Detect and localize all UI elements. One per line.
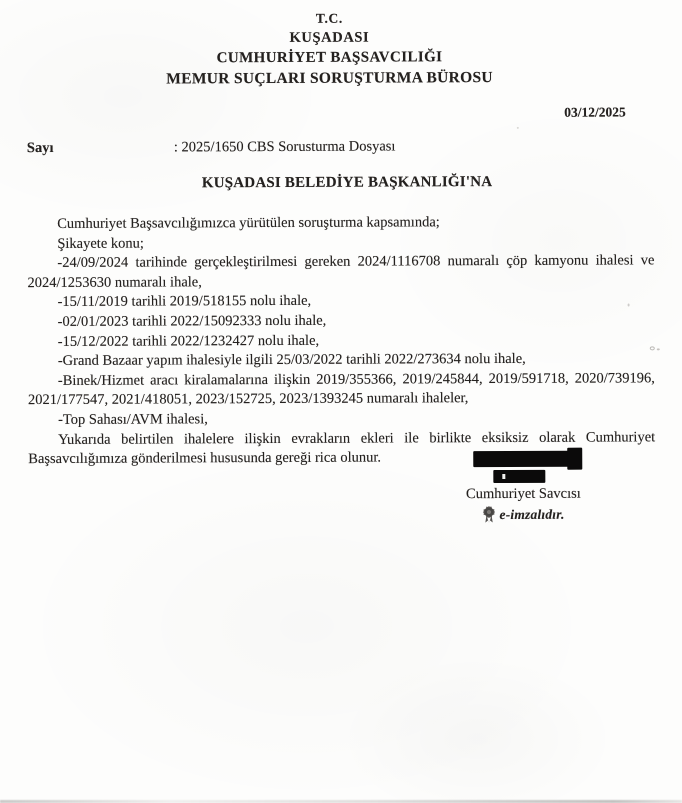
body-paragraph: -Top Sahası/AVM ihalesi, [58,411,208,428]
letterhead-bureau: MEMUR SUÇLARI SORUŞTURMA BÜROSU [166,69,493,88]
body-paragraph: -Grand Bazaar yapım ihalesiyle ilgili 25/03/2022 tarihli 2022/273634 nolu ihale, [57,351,526,370]
recipient-title: KUŞADASI BELEDİYE BAŞKANLIĞI'NA [201,174,493,192]
redaction-bar-name [473,451,573,467]
rosette-seal-icon [481,506,496,524]
letterhead [0,7,661,90]
body-paragraph: Cumhuriyet Başsavcılığımızca yürütülen soruşturma kapsamında; [57,214,440,232]
redaction-gap [502,474,505,479]
document-date: 03/12/2025 [564,104,626,120]
body-paragraph: Şikayete konu; [57,235,144,252]
body-paragraph: -24/09/2024 tarihinde gerçekleştirilmesi gereken 2024/1116708 numaralı çöp kamyonu ihalesi ve 2024/1253630 numaralı ihale, [27,252,655,291]
letter-body [27,212,655,469]
scan-artifact [651,347,654,349]
body-paragraph: -02/01/2023 tarihli 2022/15092333 nolu ihale, [57,312,327,330]
letterhead-country: T.C. [315,10,343,26]
letterhead-office: CUMHURİYET BAŞSAVCILIĞI [216,49,443,67]
esign-label: e-imzalıdır. [499,506,565,523]
redaction-bar-signature [493,470,545,483]
reference-value: : 2025/1650 CBS Sorusturma Dosyası [173,138,396,156]
electronic-signature-note [481,506,564,524]
reference-number-row [27,137,627,157]
scan-artifact [628,303,630,306]
body-paragraph: -15/11/2019 tarihli 2019/518155 nolu ihale, [57,293,312,311]
reference-label: Sayı [26,139,54,157]
body-paragraph: Yukarıda belirtilen ihalelere ilişkin evrakların ekleri ile birlikte eksiksiz olarak Cumhuriyet Başsavcılığımıza gönderilmesi hususunda gereği rica olunur. [28,428,656,468]
body-paragraph: -Binek/Hizmet aracı kiralamalarına ilişkin 2019/355366, 2019/245844, 2019/591718, 2020/739196, 2021/177547, 2021/418051, 2023/152725, 2023/1393245 numaralı ihaleler, [27,370,655,409]
signer-title: Cumhuriyet Savcısı [465,485,581,503]
letterhead-city: KUŞADASI [289,29,370,46]
body-paragraph: -15/12/2022 tarihli 2022/1232427 nolu ihale, [57,332,320,350]
scan-artifact [517,127,519,129]
redaction-bar-name-end [567,448,582,470]
